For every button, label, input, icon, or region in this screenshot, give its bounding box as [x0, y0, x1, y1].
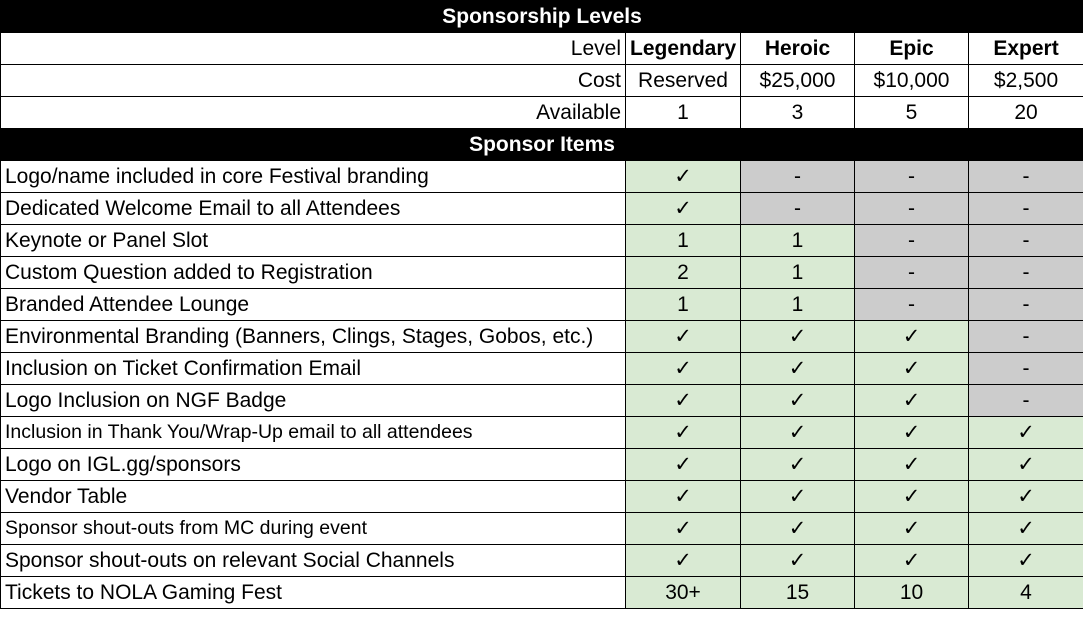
checkmark-cell: ✓: [626, 193, 741, 225]
tier-legendary-cost: Reserved: [626, 65, 741, 97]
table-row: [1, 449, 1083, 481]
tier-epic-available: 5: [855, 97, 969, 129]
dash-cell: -: [969, 353, 1083, 385]
tier-legendary-available: 1: [626, 97, 741, 129]
item-label: Vendor Table: [1, 481, 626, 513]
dash-cell: -: [969, 225, 1083, 257]
checkmark-cell: ✓: [741, 417, 855, 449]
checkmark-cell: ✓: [741, 481, 855, 513]
item-label: Tickets to NOLA Gaming Fest: [1, 577, 626, 609]
value-cell: 1: [741, 289, 855, 321]
checkmark-cell: ✓: [626, 353, 741, 385]
table-row: [1, 193, 1083, 225]
title-row: [1, 1, 1083, 33]
item-label: Dedicated Welcome Email to all Attendees: [1, 193, 626, 225]
dash-cell: -: [855, 225, 969, 257]
table-title: Sponsorship Levels: [1, 1, 1083, 33]
table-row: [1, 225, 1083, 257]
dash-cell: -: [855, 257, 969, 289]
item-label: Sponsor shout-outs from MC during event: [1, 513, 626, 545]
dash-cell: -: [855, 193, 969, 225]
checkmark-cell: ✓: [855, 417, 969, 449]
tier-heroic-name: Heroic: [741, 33, 855, 65]
value-cell: 1: [741, 257, 855, 289]
items-title: Sponsor Items: [1, 129, 1083, 161]
cost-label: Cost: [1, 65, 626, 97]
table-row: [1, 161, 1083, 193]
dash-cell: -: [855, 161, 969, 193]
checkmark-cell: ✓: [626, 321, 741, 353]
dash-cell: -: [969, 289, 1083, 321]
dash-cell: -: [969, 257, 1083, 289]
dash-cell: -: [969, 321, 1083, 353]
table-row: [1, 577, 1083, 609]
item-label: Logo Inclusion on NGF Badge: [1, 385, 626, 417]
dash-cell: -: [969, 385, 1083, 417]
table-row: [1, 353, 1083, 385]
dash-cell: -: [741, 193, 855, 225]
checkmark-cell: ✓: [969, 481, 1083, 513]
checkmark-cell: ✓: [626, 161, 741, 193]
available-row: [1, 97, 1083, 129]
sponsor-items: [1, 161, 1083, 609]
tier-expert-cost: $2,500: [969, 65, 1083, 97]
value-cell: 4: [969, 577, 1083, 609]
level-row: [1, 33, 1083, 65]
table-row: [1, 321, 1083, 353]
checkmark-cell: ✓: [855, 481, 969, 513]
checkmark-cell: ✓: [741, 513, 855, 545]
checkmark-cell: ✓: [855, 545, 969, 577]
value-cell: 30+: [626, 577, 741, 609]
dash-cell: -: [855, 289, 969, 321]
checkmark-cell: ✓: [741, 545, 855, 577]
item-label: Keynote or Panel Slot: [1, 225, 626, 257]
checkmark-cell: ✓: [741, 449, 855, 481]
dash-cell: -: [741, 161, 855, 193]
value-cell: 1: [626, 289, 741, 321]
item-label: Inclusion on Ticket Confirmation Email: [1, 353, 626, 385]
table-row: [1, 289, 1083, 321]
checkmark-cell: ✓: [741, 321, 855, 353]
value-cell: 1: [741, 225, 855, 257]
checkmark-cell: ✓: [741, 353, 855, 385]
available-label: Available: [1, 97, 626, 129]
tier-legendary-name: Legendary: [626, 33, 741, 65]
level-label: Level: [1, 33, 626, 65]
item-label: Environmental Branding (Banners, Clings, Stages, Gobos, etc.): [1, 321, 626, 353]
tier-heroic-available: 3: [741, 97, 855, 129]
cost-row: [1, 65, 1083, 97]
dash-cell: -: [969, 193, 1083, 225]
checkmark-cell: ✓: [626, 545, 741, 577]
item-label: Inclusion in Thank You/Wrap-Up email to all attendees: [1, 417, 626, 449]
tier-expert-available: 20: [969, 97, 1083, 129]
checkmark-cell: ✓: [626, 449, 741, 481]
tier-epic-name: Epic: [855, 33, 969, 65]
item-label: Branded Attendee Lounge: [1, 289, 626, 321]
checkmark-cell: ✓: [855, 321, 969, 353]
checkmark-cell: ✓: [626, 481, 741, 513]
table-row: [1, 385, 1083, 417]
table-row: [1, 513, 1083, 545]
checkmark-cell: ✓: [969, 545, 1083, 577]
checkmark-cell: ✓: [855, 385, 969, 417]
checkmark-cell: ✓: [969, 513, 1083, 545]
value-cell: 10: [855, 577, 969, 609]
checkmark-cell: ✓: [969, 449, 1083, 481]
checkmark-cell: ✓: [855, 449, 969, 481]
checkmark-cell: ✓: [855, 513, 969, 545]
checkmark-cell: ✓: [969, 417, 1083, 449]
value-cell: 15: [741, 577, 855, 609]
tier-heroic-cost: $25,000: [741, 65, 855, 97]
checkmark-cell: ✓: [626, 417, 741, 449]
item-label: Logo/name included in core Festival branding: [1, 161, 626, 193]
checkmark-cell: ✓: [855, 353, 969, 385]
table-row: [1, 417, 1083, 449]
dash-cell: -: [969, 161, 1083, 193]
item-label: Logo on IGL.gg/sponsors: [1, 449, 626, 481]
tier-expert-name: Expert: [969, 33, 1083, 65]
checkmark-cell: ✓: [626, 513, 741, 545]
checkmark-cell: ✓: [626, 385, 741, 417]
tier-epic-cost: $10,000: [855, 65, 969, 97]
item-label: Custom Question added to Registration: [1, 257, 626, 289]
items-title-row: [1, 129, 1083, 161]
value-cell: 1: [626, 225, 741, 257]
table-row: [1, 545, 1083, 577]
table-row: [1, 481, 1083, 513]
item-label: Sponsor shout-outs on relevant Social Channels: [1, 545, 626, 577]
table-row: [1, 257, 1083, 289]
checkmark-cell: ✓: [741, 385, 855, 417]
value-cell: 2: [626, 257, 741, 289]
